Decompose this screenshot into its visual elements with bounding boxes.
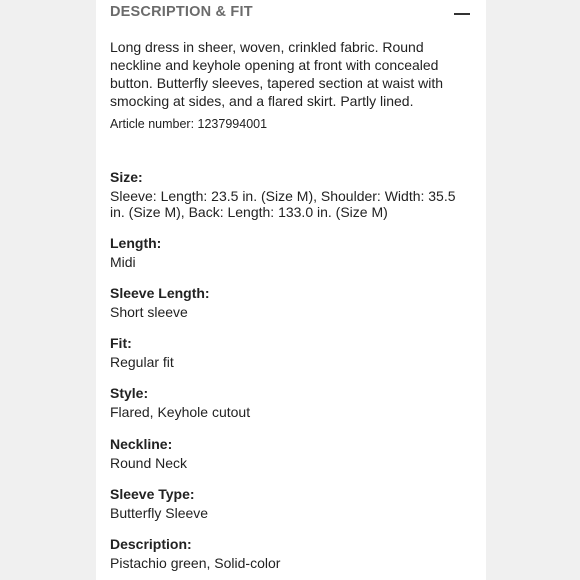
attribute-label: Neckline: — [110, 436, 173, 452]
attribute-label: Fit: — [110, 335, 132, 351]
attribute-size — [110, 168, 470, 220]
attribute-sleeve-length — [110, 284, 470, 320]
article-number: Article number: 1237994001 — [110, 117, 268, 131]
section-title: DESCRIPTION & FIT — [110, 4, 253, 20]
attribute-value: Pistachio green, Solid-color — [110, 555, 281, 571]
attribute-style — [110, 384, 470, 420]
product-description: Long dress in sheer, woven, crinkled fabric. Round neckline and keyhole opening at front with concealed button. Butterfly sleeves, tapered section at waist with smocking at sides, and a flared skirt. Partly lined. — [110, 39, 444, 109]
attribute-value: Butterfly Sleeve — [110, 505, 209, 521]
attribute-value: Regular fit — [110, 354, 174, 370]
attribute-label: Sleeve Type: — [110, 486, 195, 502]
attribute-value: Sleeve: Length: 23.5 in. (Size M), Shoulder: Width: 35.5 in. (Size M), Back: Length: 133.0 in. (Size M) — [110, 188, 456, 220]
accordion-header[interactable] — [110, 4, 472, 24]
attribute-value: Midi — [110, 254, 136, 270]
attribute-value: Short sleeve — [110, 304, 188, 320]
attribute-label: Length: — [110, 235, 162, 251]
attribute-neckline — [110, 435, 470, 471]
attribute-label: Size: — [110, 169, 143, 185]
attribute-value: Round Neck — [110, 455, 188, 471]
attribute-fit — [110, 334, 470, 370]
attribute-label: Description: — [110, 536, 192, 552]
attribute-description — [110, 535, 470, 571]
description-fit-panel — [96, 0, 486, 580]
attribute-label: Style: — [110, 385, 149, 401]
attribute-label: Sleeve Length: — [110, 285, 210, 301]
attribute-value: Flared, Keyhole cutout — [110, 404, 251, 420]
attribute-length — [110, 234, 470, 270]
attribute-sleeve-type — [110, 485, 470, 521]
minus-icon[interactable] — [452, 7, 472, 21]
